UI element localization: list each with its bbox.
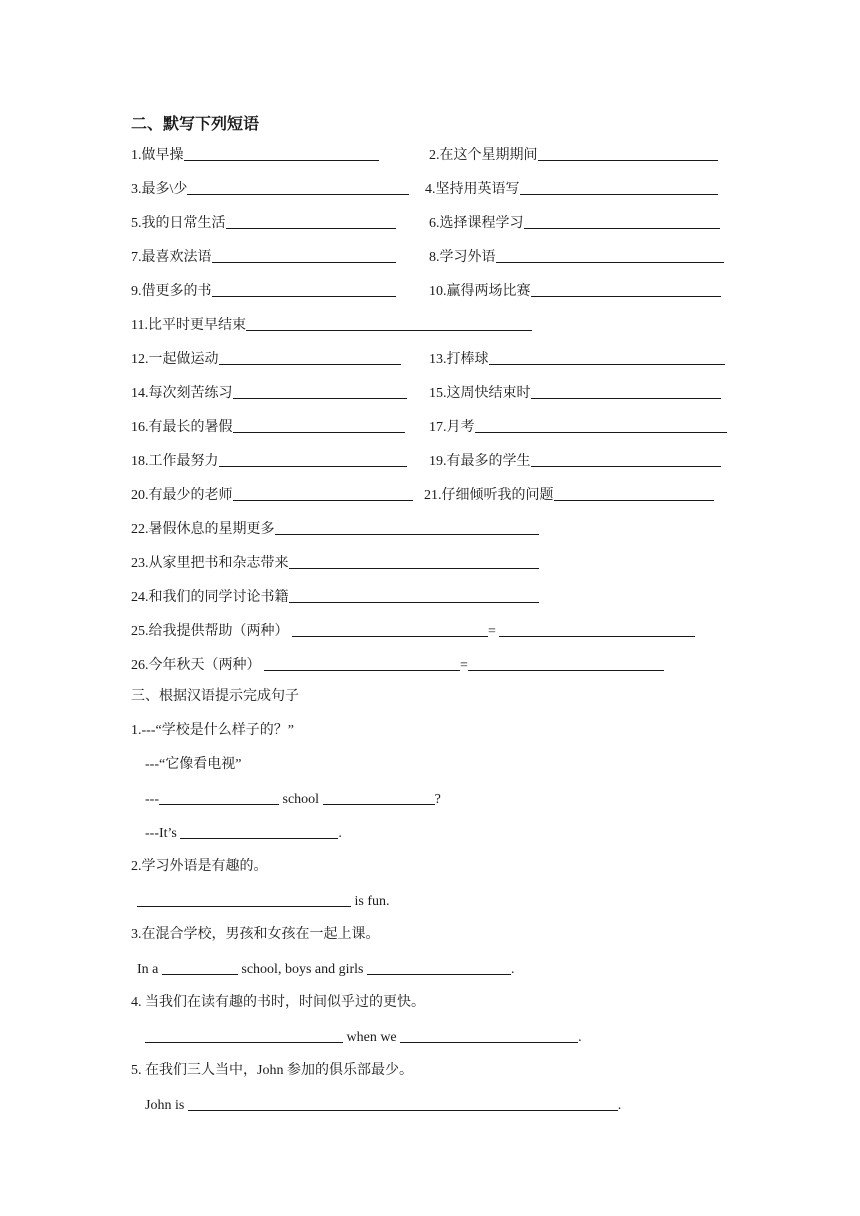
phrase-item-16: [131, 418, 405, 437]
fixed-text: when we: [343, 1030, 401, 1045]
answer-blank[interactable]: [219, 350, 401, 365]
fixed-text: In a: [137, 962, 162, 977]
answer-blank[interactable]: [145, 1028, 343, 1043]
answer-blank[interactable]: [531, 452, 721, 467]
phrase-item-15: [429, 384, 721, 403]
phrase-label: 12.一起做运动: [131, 352, 219, 367]
phrase-label: 7.最喜欢法语: [131, 250, 212, 265]
phrase-label: 18.工作最努力: [131, 454, 219, 469]
equals-sign: =: [488, 624, 500, 639]
phrase-item-4: [425, 180, 718, 199]
answer-blank[interactable]: [524, 214, 720, 229]
fixed-text: .: [338, 826, 342, 841]
question-1-prompt: 1.---“学校是什么样子的？”: [131, 723, 294, 738]
phrase-label: 13.打棒球: [429, 352, 489, 367]
question-4-prompt: 4. 当我们在读有趣的书时，时间似乎过的更快。: [131, 995, 425, 1010]
phrase-label: 8.学习外语: [429, 250, 496, 265]
phrase-item-1: [131, 146, 379, 165]
answer-blank[interactable]: [233, 384, 407, 399]
answer-blank[interactable]: [187, 180, 409, 195]
equals-sign: =: [460, 658, 468, 673]
phrase-label: 24.和我们的同学讨论书籍: [131, 590, 289, 605]
fixed-text: .: [511, 962, 515, 977]
answer-blank[interactable]: [367, 960, 511, 975]
phrase-label: 6.选择课程学习: [429, 216, 524, 231]
phrase-label: 16.有最长的暑假: [131, 420, 233, 435]
phrase-label: 22.暑假休息的星期更多: [131, 522, 275, 537]
fixed-text: school, boys and girls: [237, 962, 367, 977]
question-1-answer-line-2: [145, 824, 342, 843]
answer-blank[interactable]: [538, 146, 718, 161]
phrase-item-22: [131, 520, 539, 539]
answer-blank[interactable]: [233, 486, 413, 501]
answer-blank[interactable]: [323, 790, 435, 805]
section-3-title: 三、根据汉语提示完成句子: [131, 689, 299, 704]
answer-blank[interactable]: [212, 248, 396, 263]
fixed-text: ?: [434, 792, 441, 807]
phrase-item-18: [131, 452, 407, 471]
phrase-label: 10.赢得两场比赛: [429, 284, 531, 299]
phrase-item-20: [131, 486, 413, 505]
answer-blank[interactable]: [400, 1028, 578, 1043]
phrase-item-12: [131, 350, 401, 369]
phrase-item-17: [429, 418, 727, 437]
phrase-item-5: [131, 214, 396, 233]
answer-blank[interactable]: [496, 248, 724, 263]
answer-blank[interactable]: [180, 824, 338, 839]
answer-blank[interactable]: [226, 214, 396, 229]
answer-blank[interactable]: [531, 384, 721, 399]
answer-blank[interactable]: [520, 180, 718, 195]
phrase-item-26: [131, 656, 664, 675]
phrase-label: 19.有最多的学生: [429, 454, 531, 469]
phrase-item-19: [429, 452, 721, 471]
phrase-label: 17.月考: [429, 420, 475, 435]
phrase-label: 23.从家里把书和杂志带来: [131, 556, 289, 571]
question-3-prompt: 3.在混合学校，男孩和女孩在一起上课。: [131, 927, 380, 942]
answer-blank[interactable]: [159, 790, 279, 805]
phrase-item-6: [429, 214, 720, 233]
question-3-answer-line: [137, 960, 515, 979]
phrase-label: 21.仔细倾听我的问题: [424, 488, 554, 503]
answer-blank[interactable]: [212, 282, 396, 297]
phrase-label: 3.最多\少: [131, 182, 188, 197]
phrase-item-8: [429, 248, 724, 267]
phrase-label: 15.这周快结束时: [429, 386, 531, 401]
fixed-text: John is: [145, 1098, 188, 1113]
phrase-item-9: [131, 282, 396, 301]
phrase-item-7: [131, 248, 396, 267]
phrase-item-14: [131, 384, 407, 403]
answer-blank[interactable]: [289, 554, 539, 569]
answer-blank[interactable]: [499, 622, 695, 637]
section-2-title: 二、默写下列短语: [131, 114, 260, 133]
question-1-hint: ---“它像看电视”: [145, 757, 242, 772]
answer-blank[interactable]: [233, 418, 405, 433]
answer-blank[interactable]: [468, 656, 664, 671]
answer-blank[interactable]: [246, 316, 532, 331]
phrase-label: 14.每次刻苦练习: [131, 386, 233, 401]
fixed-text: is fun.: [351, 894, 390, 909]
answer-blank[interactable]: [137, 892, 351, 907]
answer-blank[interactable]: [289, 588, 539, 603]
fixed-text: .: [617, 1098, 622, 1113]
phrase-item-21: [424, 486, 714, 505]
phrase-label: 25.给我提供帮助（两种）: [131, 624, 289, 639]
phrase-label: 9.借更多的书: [131, 284, 212, 299]
phrase-label: 5.我的日常生活: [131, 216, 226, 231]
phrase-label: 20.有最少的老师: [131, 488, 233, 503]
fixed-text: .: [578, 1030, 582, 1045]
answer-blank[interactable]: [184, 146, 379, 161]
phrase-label: 1.做早操: [131, 148, 184, 163]
answer-blank[interactable]: [489, 350, 725, 365]
phrase-item-3: [131, 180, 409, 199]
answer-blank[interactable]: [188, 1096, 618, 1111]
fixed-text: ---It’s: [145, 826, 181, 841]
answer-blank[interactable]: [264, 656, 460, 671]
answer-blank[interactable]: [531, 282, 721, 297]
phrase-item-10: [429, 282, 721, 301]
phrase-label: 26.今年秋天（两种）: [131, 658, 261, 673]
question-5-answer-line: [145, 1096, 621, 1115]
answer-blank[interactable]: [275, 520, 539, 535]
question-2-prompt: 2.学习外语是有趣的。: [131, 859, 268, 874]
phrase-item-25: [131, 622, 695, 641]
dash-prefix: ---: [145, 792, 159, 807]
phrase-item-23: [131, 554, 539, 573]
question-1-answer-line-1: [145, 790, 441, 809]
phrase-item-13: [429, 350, 725, 369]
phrase-label: 2.在这个星期期间: [429, 148, 538, 163]
answer-blank[interactable]: [475, 418, 727, 433]
phrase-item-2: [429, 146, 718, 165]
fixed-text: school: [279, 792, 323, 807]
phrase-item-11: [131, 316, 532, 335]
phrase-label: 4.坚持用英语写: [425, 182, 520, 197]
answer-blank[interactable]: [554, 486, 714, 501]
question-2-answer-line: [137, 892, 390, 911]
answer-blank[interactable]: [292, 622, 488, 637]
question-5-prompt: 5. 在我们三人当中，John 参加的俱乐部最少。: [131, 1063, 413, 1078]
answer-blank[interactable]: [219, 452, 407, 467]
answer-blank[interactable]: [162, 960, 238, 975]
phrase-label: 11.比平时更早结束: [131, 318, 246, 333]
phrase-item-24: [131, 588, 539, 607]
question-4-answer-line: [145, 1028, 582, 1047]
